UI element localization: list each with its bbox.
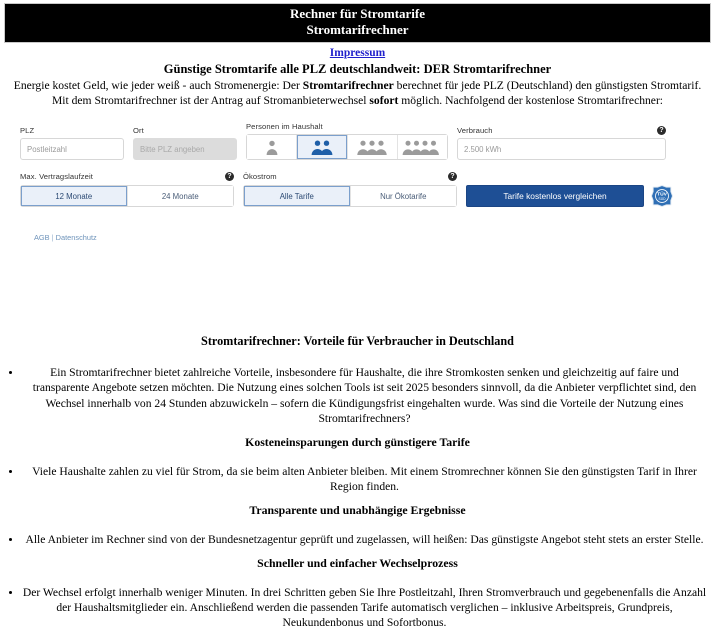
laufzeit-label: Max. Vertragslaufzeit bbox=[20, 172, 94, 182]
intro-heading: Günstige Stromtarife alle PLZ deutschlandweit: DER Stromtarifrechner bbox=[163, 61, 552, 76]
intro-bold-1: Stromtarifrechner bbox=[302, 78, 394, 92]
field-oekostrom bbox=[243, 172, 457, 207]
list-item bbox=[22, 365, 707, 425]
svg-text:SÜD: SÜD bbox=[658, 197, 666, 202]
article-body-2: • Viele Haushalte zahlen zu viel für Strom, da sie beim alten Anbieter bleiben. Mit einem Stromrechner können Sie den günstigsten Tarif in Ihrer Region finden. bbox=[32, 464, 697, 493]
oekostrom-segmented-control bbox=[243, 185, 457, 207]
article-body-3: • Alle Anbieter im Rechner sind von der Bundesnetzagentur geprüft und zugelassen, will heißen: Das günstigste Angebot steht stets an erster Stelle. bbox=[25, 532, 704, 546]
personen-segmented-control bbox=[246, 134, 448, 160]
personen-option-4[interactable] bbox=[398, 135, 447, 159]
page-title-secondary: Stromtarifrechner bbox=[306, 21, 409, 37]
article-body-4: • Der Wechsel erfolgt innerhalb weniger Minuten. In drei Schritten geben Sie Ihre Postleitzahl, Ihren Stromverbrauch und gegebenenfalls die Anzahl der Haushaltsmitglieder ein. Anschließend werden die passenden Tarife automatisch verglichen – inklusive Arbeitspreis, Grundpreis, Neukundenbonus und Sofortbonus. bbox=[22, 585, 707, 629]
article-subheading-3: Schneller und einfacher Wechselprozess bbox=[257, 555, 458, 570]
article-list bbox=[0, 585, 715, 630]
ort-input[interactable] bbox=[133, 138, 237, 160]
laufzeit-label-line bbox=[20, 172, 234, 181]
list-item bbox=[22, 585, 707, 630]
cta-row bbox=[466, 185, 675, 207]
article-list bbox=[0, 464, 715, 494]
field-cta bbox=[466, 185, 675, 207]
intro-text-3: möglich. Nachfolgend der kostenlose Stromtarifrechner: bbox=[398, 93, 664, 107]
article-list bbox=[0, 365, 715, 425]
plz-label: PLZ bbox=[20, 126, 35, 136]
impressum-row bbox=[0, 47, 715, 59]
intro-text-1: Energie kostet Geld, wie jeder weiß - auch Stromenergie: Der bbox=[13, 78, 303, 92]
svg-text:TÜV: TÜV bbox=[657, 192, 667, 198]
article-section bbox=[0, 334, 715, 630]
personen-option-1[interactable] bbox=[247, 135, 297, 159]
article-list bbox=[0, 532, 715, 547]
laufzeit-option-24-monate[interactable]: 24 Monate bbox=[128, 186, 234, 206]
person-1-icon bbox=[262, 138, 282, 156]
tuv-seal-icon bbox=[651, 185, 673, 207]
tariff-calculator-widget bbox=[20, 122, 695, 242]
list-item bbox=[22, 464, 707, 494]
personen-option-2[interactable] bbox=[297, 135, 347, 159]
verbrauch-label-line bbox=[457, 126, 666, 135]
personen-label: Personen im Haushalt bbox=[246, 122, 323, 132]
field-vertragslaufzeit bbox=[20, 172, 234, 207]
article-subheading-1: Kosteneinsparungen durch günstigere Tarife bbox=[245, 434, 470, 449]
widget-footer-links bbox=[34, 233, 695, 242]
calculator-row-1 bbox=[20, 122, 695, 160]
intro-paragraph bbox=[8, 79, 707, 109]
article-body-1: • Ein Stromtarifrechner bietet zahlreiche Vorteile, insbesondere für Haushalte, die ihre Stromkosten senken und gleichzeitig auf faire und transparente Angebote setzen möchten. Die Nutzung eines solchen Tools ist seit 2025 besonders sinnvoll, da die Anbieter verpflichtet sind, den Wechsel innerhalb von 24 Stunden abzuwickeln – sofern die Kündigungsfrist eingehalten wurde. Was sind die Vorteile der Nutzung eines Stromtarifrechners? bbox=[32, 366, 697, 425]
list-item bbox=[22, 532, 707, 547]
intro-bold-2: sofort bbox=[369, 93, 399, 107]
verbrauch-help-icon[interactable]: ? bbox=[657, 126, 666, 135]
intro-text-2: berechnet für jede PLZ (Deutschland) den günstigsten Stromtarif. Mit dem Stromtarifrechner ist der Antrag auf Stromanbieterwechsel bbox=[51, 78, 702, 107]
field-verbrauch bbox=[457, 126, 666, 160]
field-plz bbox=[20, 126, 124, 160]
compare-tariffs-button[interactable]: Tarife kostenlos vergleichen bbox=[466, 185, 644, 207]
article-heading: Stromtarifrechner: Vorteile für Verbraucher in Deutschland bbox=[201, 334, 514, 349]
person-4-icon bbox=[401, 138, 443, 156]
laufzeit-help-icon[interactable]: ? bbox=[225, 172, 234, 181]
person-3-icon bbox=[355, 138, 389, 156]
verbrauch-label: Verbrauch bbox=[457, 126, 493, 136]
footer-separator: | bbox=[51, 233, 54, 243]
oekostrom-option-alle-tarife[interactable]: Alle Tarife bbox=[244, 186, 351, 206]
field-ort bbox=[133, 126, 237, 160]
calculator-row-2 bbox=[20, 172, 695, 207]
laufzeit-option-12-monate[interactable]: 12 Monate bbox=[21, 186, 128, 206]
plz-input[interactable] bbox=[20, 138, 124, 160]
field-personen-im-haushalt bbox=[246, 122, 448, 160]
oekostrom-help-icon[interactable]: ? bbox=[448, 172, 457, 181]
laufzeit-segmented-control bbox=[20, 185, 234, 207]
agb-link[interactable]: AGB bbox=[34, 233, 50, 243]
ort-label: Ort bbox=[133, 126, 144, 136]
impressum-link[interactable]: Impressum bbox=[329, 46, 386, 59]
page-title-bar bbox=[4, 3, 711, 43]
oekostrom-label: Ökostrom bbox=[243, 172, 277, 182]
page-title-primary: Rechner für Stromtarife bbox=[289, 6, 426, 21]
oekostrom-label-line bbox=[243, 172, 457, 181]
verbrauch-input[interactable] bbox=[457, 138, 666, 160]
datenschutz-link[interactable]: Datenschutz bbox=[55, 233, 97, 243]
person-2-icon bbox=[308, 138, 336, 156]
personen-option-3[interactable] bbox=[348, 135, 398, 159]
article-subheading-2: Transparente und unabhängige Ergebnisse bbox=[249, 502, 466, 517]
oekostrom-option-nur-oekotarife[interactable]: Nur Ökotarife bbox=[351, 186, 457, 206]
